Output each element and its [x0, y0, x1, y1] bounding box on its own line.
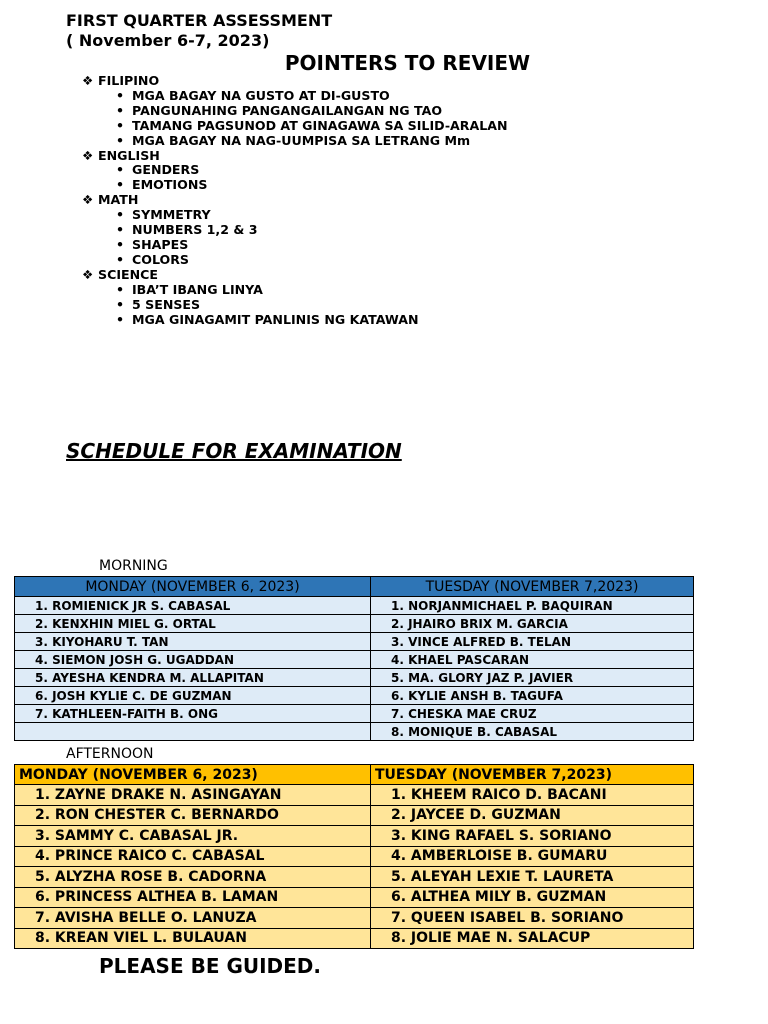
table-row: [15, 597, 694, 615]
topic-label: MGA BAGAY NA NAG-UUMPISA SA LETRANG Mm: [132, 132, 471, 148]
bullet-icon: •: [116, 117, 125, 133]
afternoon-label: AFTERNOON: [66, 746, 154, 762]
subject-item: [82, 74, 508, 89]
monday-student-cell: 7. AVISHA BELLE O. LANUZA: [15, 908, 371, 929]
topic-item: [82, 208, 508, 223]
monday-header: MONDAY (NOVEMBER 6, 2023): [15, 765, 371, 785]
afternoon-schedule-table: [14, 764, 694, 949]
assessment-dates: ( November 6-7, 2023): [66, 31, 270, 50]
subject-item: [82, 268, 508, 283]
tuesday-header: TUESDAY (NOVEMBER 7,2023): [371, 765, 694, 785]
monday-student-cell: 8. KREAN VIEL L. BULAUAN: [15, 928, 371, 949]
topic-label: IBA’T IBANG LINYA: [132, 281, 263, 297]
tuesday-student-cell: 5. ALEYAH LEXIE T. LAURETA: [371, 867, 694, 888]
tuesday-student-cell: 5. MA. GLORY JAZ P. JAVIER: [371, 669, 694, 687]
bullet-icon: •: [116, 132, 125, 148]
monday-student-cell: [15, 723, 371, 741]
bullet-icon: •: [116, 236, 125, 252]
bullet-icon: •: [116, 87, 125, 103]
page-title: FIRST QUARTER ASSESSMENT: [66, 11, 333, 30]
bullet-icon: •: [116, 296, 125, 312]
morning-label: MORNING: [99, 558, 168, 574]
monday-student-cell: 6. JOSH KYLIE C. DE GUZMAN: [15, 687, 371, 705]
monday-student-cell: 1. ROMIENICK JR S. CABASAL: [15, 597, 371, 615]
bullet-icon: •: [116, 102, 125, 118]
monday-student-cell: 7. KATHLEEN-FAITH B. ONG: [15, 705, 371, 723]
monday-student-cell: 4. SIEMON JOSH G. UGADDAN: [15, 651, 371, 669]
topic-item: [82, 134, 508, 149]
tuesday-student-cell: 1. KHEEM RAICO D. BACANI: [371, 785, 694, 806]
table-row: [15, 826, 694, 847]
table-row: [15, 669, 694, 687]
table-header-row: [15, 577, 694, 597]
tuesday-student-cell: 2. JAYCEE D. GUZMAN: [371, 805, 694, 826]
bullet-icon: •: [116, 207, 125, 223]
topic-item: [82, 119, 508, 134]
tuesday-student-cell: 7. CHESKA MAE CRUZ: [371, 705, 694, 723]
table-header-row: [15, 765, 694, 785]
topic-label: SYMMETRY: [132, 207, 211, 223]
monday-student-cell: 5. AYESHA KENDRA M. ALLAPITAN: [15, 669, 371, 687]
subject-name: FILIPINO: [98, 73, 160, 88]
monday-student-cell: 4. PRINCE RAICO C. CABASAL: [15, 846, 371, 867]
topic-item: [82, 163, 508, 178]
table-row: [15, 805, 694, 826]
topic-label: COLORS: [132, 251, 189, 267]
tuesday-header: TUESDAY (NOVEMBER 7,2023): [371, 577, 694, 597]
table-row: [15, 633, 694, 651]
tuesday-student-cell: 4. KHAEL PASCARAN: [371, 651, 694, 669]
bullet-icon: •: [116, 222, 125, 238]
topic-label: SHAPES: [132, 236, 189, 252]
table-row: [15, 723, 694, 741]
tuesday-student-cell: 8. JOLIE MAE N. SALACUP: [371, 928, 694, 949]
bullet-icon: •: [116, 311, 125, 327]
table-row: [15, 887, 694, 908]
pointers-heading: POINTERS TO REVIEW: [284, 51, 531, 75]
table-row: [15, 867, 694, 888]
diamond-bullet-icon: ❖: [82, 73, 94, 88]
tuesday-student-cell: 7. QUEEN ISABEL B. SORIANO: [371, 908, 694, 929]
diamond-bullet-icon: ❖: [82, 147, 94, 163]
table-row: [15, 615, 694, 633]
subject-item: [82, 149, 508, 164]
topic-item: [82, 283, 508, 298]
topic-item: [82, 89, 508, 104]
table-row: [15, 908, 694, 929]
topic-label: PANGUNAHING PANGANGAILANGAN NG TAO: [132, 102, 443, 118]
monday-student-cell: 2. RON CHESTER C. BERNARDO: [15, 805, 371, 826]
tuesday-student-cell: 3. KING RAFAEL S. SORIANO: [371, 826, 694, 847]
topic-label: TAMANG PAGSUNOD AT GINAGAWA SA SILID-ARALAN: [132, 117, 508, 133]
monday-header: MONDAY (NOVEMBER 6, 2023): [15, 577, 371, 597]
topic-item: [82, 223, 508, 238]
topic-item: [82, 313, 508, 328]
tuesday-student-cell: 6. KYLIE ANSH B. TAGUFA: [371, 687, 694, 705]
topic-label: NUMBERS 1,2 & 3: [132, 222, 258, 238]
tuesday-student-cell: 1. NORJANMICHAEL P. BAQUIRAN: [371, 597, 694, 615]
tuesday-student-cell: 8. MONIQUE B. CABASAL: [371, 723, 694, 741]
topic-label: MGA BAGAY NA GUSTO AT DI-GUSTO: [132, 87, 390, 103]
table-row: [15, 705, 694, 723]
table-row: [15, 846, 694, 867]
monday-student-cell: 6. PRINCESS ALTHEA B. LAMAN: [15, 887, 371, 908]
table-row: [15, 928, 694, 949]
bullet-icon: •: [116, 162, 125, 178]
diamond-bullet-icon: ❖: [82, 266, 94, 282]
topic-label: EMOTIONS: [132, 177, 208, 193]
tuesday-student-cell: 6. ALTHEA MILY B. GUZMAN: [371, 887, 694, 908]
diamond-bullet-icon: ❖: [82, 192, 94, 208]
topic-label: GENDERS: [132, 162, 200, 178]
monday-student-cell: 1. ZAYNE DRAKE N. ASINGAYAN: [15, 785, 371, 806]
subject-name: MATH: [98, 192, 139, 208]
bullet-icon: •: [116, 281, 125, 297]
topic-item: [82, 298, 508, 313]
morning-schedule-table: [14, 576, 694, 741]
monday-student-cell: 3. KIYOHARU T. TAN: [15, 633, 371, 651]
table-row: [15, 785, 694, 806]
monday-student-cell: 5. ALYZHA ROSE B. CADORNA: [15, 867, 371, 888]
schedule-heading: SCHEDULE FOR EXAMINATION: [66, 439, 402, 463]
subject-item: [82, 193, 508, 208]
topic-item: [82, 104, 508, 119]
topic-label: MGA GINAGAMIT PANLINIS NG KATAWAN: [132, 311, 419, 327]
bullet-icon: •: [116, 177, 125, 193]
monday-student-cell: 2. KENXHIN MIEL G. ORTAL: [15, 615, 371, 633]
topic-item: [82, 178, 508, 193]
footer-note: PLEASE BE GUIDED.: [99, 954, 322, 978]
tuesday-student-cell: 2. JHAIRO BRIX M. GARCIA: [371, 615, 694, 633]
tuesday-student-cell: 3. VINCE ALFRED B. TELAN: [371, 633, 694, 651]
monday-student-cell: 3. SAMMY C. CABASAL JR.: [15, 826, 371, 847]
subject-name: SCIENCE: [98, 266, 158, 282]
bullet-icon: •: [116, 251, 125, 267]
subject-name: ENGLISH: [98, 147, 160, 163]
table-row: [15, 687, 694, 705]
subject-list: [82, 74, 508, 327]
topic-item: [82, 253, 508, 268]
topic-label: 5 SENSES: [132, 296, 201, 312]
topic-item: [82, 238, 508, 253]
table-row: [15, 651, 694, 669]
tuesday-student-cell: 4. AMBERLOISE B. GUMARU: [371, 846, 694, 867]
